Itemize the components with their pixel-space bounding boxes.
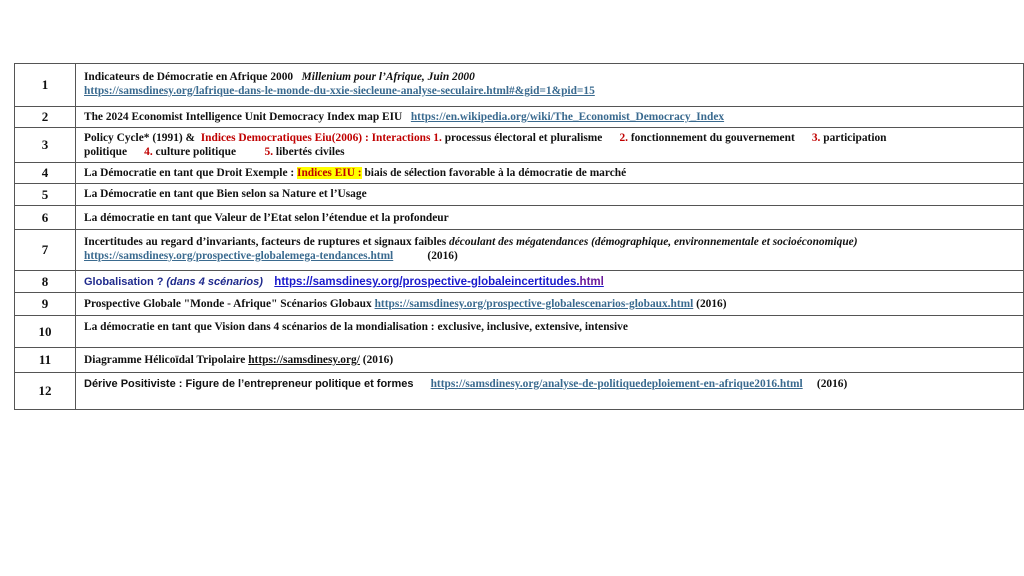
row-year: (2016) — [362, 354, 394, 366]
table-row — [15, 206, 1024, 230]
row-number: 12 — [15, 373, 76, 410]
row-year: (2016) — [693, 298, 727, 310]
row-link[interactable]: https://en.wikipedia.org/wiki/The_Economist_Democracy_Index — [410, 111, 725, 123]
row-content — [76, 271, 1024, 293]
row-link[interactable]: https://samsdinesy.org/ — [248, 354, 360, 366]
row-title: Indicateurs de Démocratie en Afrique 2000 — [84, 71, 294, 83]
row-text: Policy Cycle* (1991) & — [84, 132, 196, 144]
row-text: La Démocratie en tant que Droit Exemple : — [84, 167, 295, 179]
row-text: Dérive Positiviste : Figure de l’entrepreneur politique et formes — [84, 378, 414, 390]
row-text: Diagramme Hélicoïdal Tripolaire — [84, 354, 246, 366]
table-row — [15, 316, 1024, 348]
row-link[interactable]: https://samsdinesy.org/lafrique-dans-le-monde-du-xxie-siecleune-analyse-seculaire.html#&gid=1&pid=15 — [84, 85, 595, 97]
row-year: (2016) — [427, 250, 458, 262]
row-text: La démocratie en tant que Valeur de l’Etat selon l’étendue et la profondeur — [84, 212, 449, 224]
row-content — [76, 316, 1024, 348]
row-number: 8 — [15, 271, 76, 293]
row-link[interactable]: https://samsdinesy.org/prospective-globalescenarios-globaux.html — [374, 298, 694, 310]
row-red-number: 3. — [811, 132, 821, 144]
row-red-number: 2. — [619, 132, 628, 144]
row-link[interactable]: https://samsdinesy.org/prospective-globalemega-tendances.html — [84, 250, 394, 262]
row-text: processus électoral et pluralisme — [444, 132, 603, 144]
row-text: libertés civiles — [275, 146, 345, 158]
table-row — [15, 184, 1024, 206]
row-text: participation — [823, 132, 887, 144]
row-content — [76, 373, 1024, 410]
row-text: politique — [84, 146, 128, 158]
row-number: 5 — [15, 184, 76, 206]
row-content — [76, 293, 1024, 316]
row-number: 1 — [15, 64, 76, 107]
row-content — [76, 230, 1024, 271]
row-content — [76, 184, 1024, 206]
row-text: Incertitudes au regard d’invariants, facteurs de ruptures et signaux faibles — [84, 236, 447, 248]
table-row — [15, 348, 1024, 373]
row-red-text: Indices Democratiques Eiu(2006) : Interactions 1. — [200, 132, 442, 144]
row-text: La Démocratie en tant que Bien selon sa Nature et l’Usage — [84, 188, 367, 200]
table-row — [15, 373, 1024, 410]
row-subtitle: Millenium pour l’Afrique, Juin 2000 — [301, 71, 475, 83]
row-number: 11 — [15, 348, 76, 373]
row-number: 2 — [15, 107, 76, 128]
row-number: 4 — [15, 163, 76, 184]
table-row — [15, 230, 1024, 271]
row-year: (2016) — [816, 378, 848, 390]
highlighted-text: Indices EIU : — [297, 167, 362, 179]
row-red-number: 5. — [264, 146, 274, 158]
row-text: fonctionnement du gouvernement — [630, 132, 795, 144]
row-link[interactable]: https://samsdinesy.org/prospective-globaleincertitudes.html — [274, 276, 604, 288]
table-row — [15, 107, 1024, 128]
row-text: La démocratie en tant que Vision dans 4 scénarios de la mondialisation : exclusive, inclusive, extensive, intensive — [84, 321, 628, 333]
row-link[interactable]: https://samsdinesy.org/analyse-de-politiquedeploiement-en-afrique2016.html — [430, 378, 803, 390]
row-text: culture politique — [155, 146, 237, 158]
index-table — [14, 63, 1024, 410]
row-text: The 2024 Economist Intelligence Unit Democracy Index map EIU — [84, 111, 403, 123]
table-row — [15, 271, 1024, 293]
row-content — [76, 348, 1024, 373]
row-number: 6 — [15, 206, 76, 230]
row-label: Globalisation ? — [84, 276, 164, 288]
row-number: 3 — [15, 128, 76, 163]
table-row — [15, 163, 1024, 184]
table-row — [15, 293, 1024, 316]
table-row — [15, 128, 1024, 163]
row-number: 10 — [15, 316, 76, 348]
row-italic-text: (dans 4 scénarios) — [166, 276, 263, 288]
row-content — [76, 64, 1024, 107]
row-content — [76, 163, 1024, 184]
row-red-number: 4. — [144, 146, 153, 158]
row-content — [76, 206, 1024, 230]
row-text: biais de sélection favorable à la démocratie de marché — [364, 167, 627, 179]
row-number: 9 — [15, 293, 76, 316]
row-number: 7 — [15, 230, 76, 271]
row-italic-text: découlant des mégatendances (démographique, environnementale et socioéconomique) — [449, 236, 858, 248]
row-content — [76, 107, 1024, 128]
table-row — [15, 64, 1024, 107]
row-text: Prospective Globale "Monde - Afrique" Scénarios Globaux — [84, 298, 372, 310]
row-content — [76, 128, 1024, 163]
